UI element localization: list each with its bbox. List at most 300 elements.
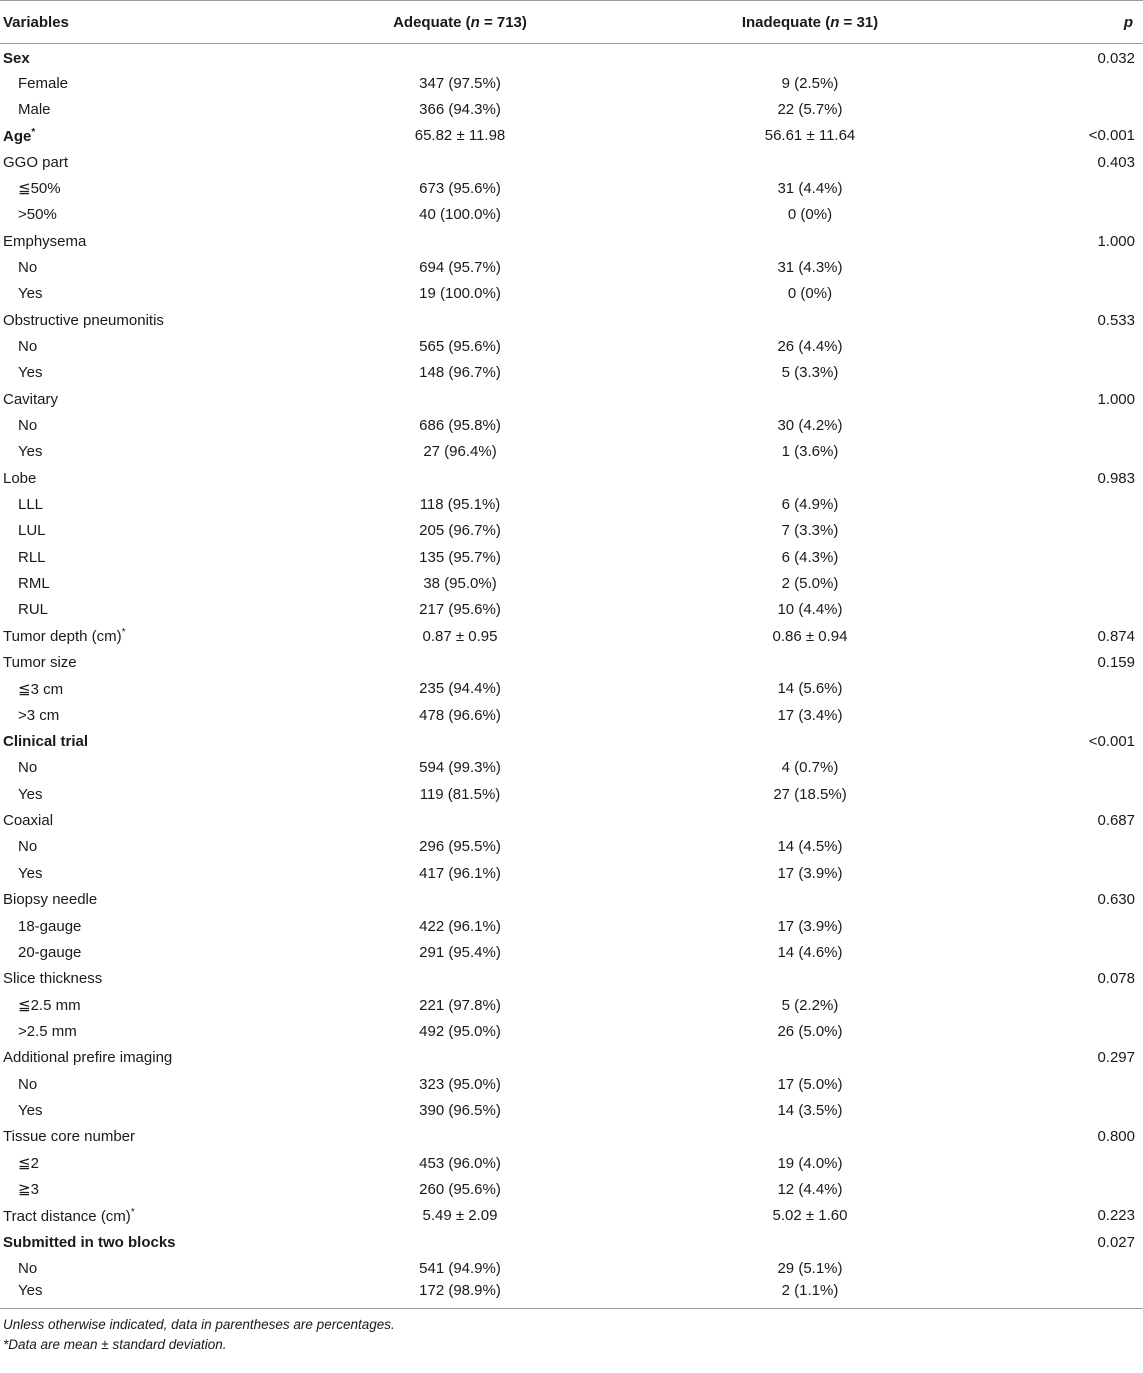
cell-inadequate: 17 (3.9%) xyxy=(777,917,843,935)
table-row xyxy=(0,755,1143,781)
row-label xyxy=(0,281,300,307)
cell-adequate: 453 (96.0%) xyxy=(419,1154,501,1172)
cell-adequate: 148 (96.7%) xyxy=(419,364,501,382)
cell-adequate: 347 (97.5%) xyxy=(419,74,501,92)
table-row xyxy=(0,1097,1143,1123)
row-label xyxy=(0,1176,300,1202)
row-label-text: 20-gauge xyxy=(18,943,82,961)
table-row xyxy=(0,649,1143,675)
cell-p-value xyxy=(1000,992,1143,1018)
row-label-text: Cavitary xyxy=(3,390,59,408)
cell-adequate: 565 (95.6%) xyxy=(419,337,501,355)
table-row xyxy=(0,939,1143,965)
cell-p-value xyxy=(1000,1071,1143,1097)
row-label xyxy=(0,1282,300,1308)
cell-p-value xyxy=(1000,1097,1143,1123)
row-label-text: Age xyxy=(3,127,32,145)
cell-p-value xyxy=(1000,254,1143,280)
cell-adequate: 390 (96.5%) xyxy=(419,1101,501,1119)
row-label-text: Yes xyxy=(18,864,43,882)
row-label xyxy=(0,149,300,175)
row-label-text: Yes xyxy=(18,285,43,303)
cell-inadequate: 29 (5.1%) xyxy=(777,1259,843,1277)
cell-inadequate: 30 (4.2%) xyxy=(777,416,843,434)
cell-adequate: 673 (95.6%) xyxy=(419,179,501,197)
cell-p-value: 0.078 xyxy=(1097,970,1135,988)
row-label-text: Male xyxy=(18,100,51,118)
table-row xyxy=(0,96,1143,122)
cell-p-value xyxy=(1000,913,1143,939)
table-row xyxy=(0,992,1143,1018)
cell-adequate xyxy=(300,149,620,175)
table-row xyxy=(0,70,1143,96)
row-label-text: Submitted in two blocks xyxy=(3,1233,176,1251)
cell-inadequate: 14 (4.6%) xyxy=(777,943,843,961)
row-label xyxy=(0,1203,300,1229)
row-label-text: Slice thickness xyxy=(3,970,103,988)
table-row xyxy=(0,491,1143,517)
row-label xyxy=(0,254,300,280)
row-label xyxy=(0,834,300,860)
table-row xyxy=(0,1018,1143,1044)
cell-inadequate xyxy=(620,465,1000,491)
table-row xyxy=(0,281,1143,307)
row-label xyxy=(0,623,300,649)
cell-p-value xyxy=(1000,1176,1143,1202)
table-row xyxy=(0,544,1143,570)
row-label-text: Yes xyxy=(18,364,43,382)
cell-adequate: 172 (98.9%) xyxy=(419,1282,501,1300)
cell-p-value: 0.630 xyxy=(1097,891,1135,909)
footnote-mean-sd: *Data are mean ± standard deviation. xyxy=(3,1337,227,1352)
row-label-text: No xyxy=(18,1075,38,1093)
cell-inadequate: 2 (1.1%) xyxy=(781,1282,839,1300)
row-label xyxy=(0,228,300,254)
table-row xyxy=(0,228,1143,254)
row-label xyxy=(0,966,300,992)
cell-inadequate: 27 (18.5%) xyxy=(773,785,847,803)
cell-p-value xyxy=(1000,676,1143,702)
table-row xyxy=(0,1282,1143,1308)
row-label-text: No xyxy=(18,258,38,276)
table-row xyxy=(0,1150,1143,1176)
cell-inadequate: 12 (4.4%) xyxy=(777,1180,843,1198)
cell-p-value: 0.403 xyxy=(1097,153,1135,171)
table-row xyxy=(0,781,1143,807)
cell-inadequate: 4 (0.7%) xyxy=(781,759,839,777)
cell-p-value: 0.032 xyxy=(1097,50,1135,68)
cell-adequate: 65.82 ± 11.98 xyxy=(414,127,506,145)
cell-inadequate: 22 (5.7%) xyxy=(777,100,843,118)
cell-inadequate xyxy=(620,1229,1000,1255)
cell-inadequate: 5 (2.2%) xyxy=(781,996,839,1014)
table-row xyxy=(0,44,1143,70)
cell-inadequate xyxy=(620,1124,1000,1150)
row-label xyxy=(0,123,300,149)
row-label xyxy=(0,597,300,623)
table-row xyxy=(0,518,1143,544)
cell-adequate xyxy=(300,649,620,675)
cell-adequate: 260 (95.6%) xyxy=(419,1180,501,1198)
row-label-text: Tract distance (cm) xyxy=(3,1207,131,1225)
row-label-footnote-marker: * xyxy=(130,1206,135,1218)
cell-adequate: 594 (99.3%) xyxy=(419,759,501,777)
cell-inadequate: 26 (4.4%) xyxy=(777,337,843,355)
cell-adequate xyxy=(300,1229,620,1255)
cell-inadequate: 31 (4.4%) xyxy=(777,179,843,197)
cell-inadequate: 17 (5.0%) xyxy=(777,1075,843,1093)
row-label-text: ≦3 cm xyxy=(18,680,64,698)
cell-adequate xyxy=(300,728,620,754)
cell-adequate xyxy=(300,1124,620,1150)
table-row xyxy=(0,1203,1143,1229)
row-label-text: GGO part xyxy=(3,153,69,171)
row-label-text: ≦2.5 mm xyxy=(18,997,81,1015)
cell-inadequate: 5 (3.3%) xyxy=(781,364,839,382)
cell-inadequate: 31 (4.3%) xyxy=(777,258,843,276)
row-label-text: Yes xyxy=(18,1282,43,1300)
table-row xyxy=(0,807,1143,833)
row-label xyxy=(0,1124,300,1150)
table-row xyxy=(0,1229,1143,1255)
table-row xyxy=(0,1255,1143,1281)
cell-p-value xyxy=(1000,333,1143,359)
table-row xyxy=(0,1124,1143,1150)
row-label xyxy=(0,333,300,359)
cell-inadequate xyxy=(620,386,1000,412)
cell-p-value xyxy=(1000,781,1143,807)
row-label-text: >3 cm xyxy=(18,706,60,724)
cell-p-value xyxy=(1000,1018,1143,1044)
cell-inadequate xyxy=(620,1045,1000,1071)
row-label xyxy=(0,755,300,781)
row-label xyxy=(0,649,300,675)
table-row xyxy=(0,887,1143,913)
cell-p-value xyxy=(1000,755,1143,781)
cell-adequate xyxy=(300,807,620,833)
table-row xyxy=(0,307,1143,333)
table-row xyxy=(0,465,1143,491)
cell-inadequate xyxy=(620,807,1000,833)
row-label xyxy=(0,307,300,333)
row-label-text: >50% xyxy=(18,206,57,224)
cell-inadequate: 5.02 ± 1.60 xyxy=(772,1207,848,1225)
cell-inadequate xyxy=(620,649,1000,675)
row-label-text: Coaxial xyxy=(3,812,54,830)
header-row xyxy=(0,1,1143,44)
cell-inadequate: 7 (3.3%) xyxy=(781,522,839,540)
table-row xyxy=(0,386,1143,412)
row-label xyxy=(0,702,300,728)
header-adequate-label: Adequate ( xyxy=(393,13,471,31)
row-label xyxy=(0,570,300,596)
row-label xyxy=(0,1097,300,1123)
cell-p-value: 1.000 xyxy=(1097,390,1135,408)
row-label-text: Female xyxy=(18,74,69,92)
row-label-text: RUL xyxy=(18,601,49,619)
row-label-text: RML xyxy=(18,575,50,593)
table-row xyxy=(0,1071,1143,1097)
table-row xyxy=(0,360,1143,386)
table-row xyxy=(0,913,1143,939)
row-label-text: RLL xyxy=(18,548,46,566)
cell-p-value: 0.687 xyxy=(1097,812,1135,830)
row-label xyxy=(0,1229,300,1255)
cell-adequate: 118 (95.1%) xyxy=(419,496,501,514)
row-label xyxy=(0,70,300,96)
cell-p-value xyxy=(1000,939,1143,965)
cell-inadequate: 26 (5.0%) xyxy=(777,1022,843,1040)
cell-p-value: 0.297 xyxy=(1097,1049,1135,1067)
cell-p-value xyxy=(1000,1282,1143,1308)
cell-adequate: 541 (94.9%) xyxy=(419,1259,501,1277)
row-label xyxy=(0,676,300,702)
table-row xyxy=(0,623,1143,649)
table-row xyxy=(0,1176,1143,1202)
cell-p-value: 0.874 xyxy=(1097,627,1135,645)
cell-adequate: 5.49 ± 2.09 xyxy=(422,1207,498,1225)
row-label xyxy=(0,491,300,517)
cell-inadequate: 6 (4.3%) xyxy=(781,548,839,566)
row-label xyxy=(0,1071,300,1097)
row-label-text: Emphysema xyxy=(3,232,87,250)
table-row xyxy=(0,834,1143,860)
cell-inadequate: 0 (0%) xyxy=(787,206,833,224)
cell-adequate: 27 (96.4%) xyxy=(423,443,497,461)
cell-p-value xyxy=(1000,1255,1143,1281)
row-label xyxy=(0,1018,300,1044)
row-label xyxy=(0,728,300,754)
row-label-text: ≧3 xyxy=(18,1181,39,1199)
row-label xyxy=(0,439,300,465)
cell-adequate: 221 (97.8%) xyxy=(419,996,501,1014)
cell-adequate: 422 (96.1%) xyxy=(419,917,501,935)
cell-adequate xyxy=(300,465,620,491)
cell-adequate xyxy=(300,228,620,254)
cell-p-value xyxy=(1000,491,1143,517)
cell-inadequate: 9 (2.5%) xyxy=(781,74,839,92)
cell-inadequate: 6 (4.9%) xyxy=(781,496,839,514)
cell-adequate: 217 (95.6%) xyxy=(419,601,501,619)
row-label xyxy=(0,412,300,438)
table-row xyxy=(0,333,1143,359)
cell-adequate: 38 (95.0%) xyxy=(423,575,497,593)
row-label-text: 18-gauge xyxy=(18,917,82,935)
cell-p-value xyxy=(1000,360,1143,386)
cell-p-value: <0.001 xyxy=(1088,127,1135,145)
row-label xyxy=(0,807,300,833)
row-label-text: Yes xyxy=(18,1101,43,1119)
table-row xyxy=(0,202,1143,228)
row-label xyxy=(0,860,300,886)
row-label-text: LUL xyxy=(18,522,46,540)
cell-p-value xyxy=(1000,702,1143,728)
cell-p-value xyxy=(1000,834,1143,860)
row-label-text: No xyxy=(18,1259,38,1277)
cell-adequate: 235 (94.4%) xyxy=(419,680,501,698)
row-label-text: ≦2 xyxy=(18,1155,39,1173)
cell-p-value: 0.800 xyxy=(1097,1128,1135,1146)
header-inadequate-count: = 31) xyxy=(839,13,879,31)
cell-adequate: 694 (95.7%) xyxy=(419,258,501,276)
cell-adequate xyxy=(300,44,620,70)
cell-inadequate xyxy=(620,728,1000,754)
table-body xyxy=(0,44,1143,1309)
row-label-text: No xyxy=(18,416,38,434)
row-label xyxy=(0,360,300,386)
row-label-text: Tumor depth (cm) xyxy=(3,628,122,646)
row-label-text: No xyxy=(18,759,38,777)
cell-adequate: 0.87 ± 0.95 xyxy=(422,627,498,645)
row-label-text: ≦50% xyxy=(18,180,61,198)
row-label-text: Sex xyxy=(3,50,30,68)
row-label xyxy=(0,544,300,570)
row-label xyxy=(0,1045,300,1071)
row-label-footnote-marker: * xyxy=(121,627,126,639)
row-label-text: Tumor size xyxy=(3,654,77,672)
header-inadequate-n: n xyxy=(830,13,840,31)
cell-p-value xyxy=(1000,544,1143,570)
header-p-value: p xyxy=(1000,1,1143,44)
cell-adequate xyxy=(300,307,620,333)
header-inadequate-label: Inadequate ( xyxy=(741,13,831,31)
cell-p-value xyxy=(1000,570,1143,596)
row-label xyxy=(0,781,300,807)
cell-adequate xyxy=(300,966,620,992)
table-footnotes xyxy=(0,1309,1143,1355)
cell-p-value xyxy=(1000,597,1143,623)
header-adequate-n: n xyxy=(470,13,480,31)
cell-inadequate xyxy=(620,966,1000,992)
cell-inadequate: 19 (4.0%) xyxy=(777,1154,843,1172)
table-row xyxy=(0,412,1143,438)
cell-inadequate: 14 (3.5%) xyxy=(777,1101,843,1119)
cell-adequate: 205 (96.7%) xyxy=(419,522,501,540)
row-label xyxy=(0,518,300,544)
table-row xyxy=(0,123,1143,149)
row-label-text: Clinical trial xyxy=(3,733,89,751)
cell-inadequate: 17 (3.4%) xyxy=(777,706,843,724)
table-row xyxy=(0,1045,1143,1071)
cell-adequate: 686 (95.8%) xyxy=(419,416,501,434)
cell-p-value xyxy=(1000,70,1143,96)
cell-inadequate xyxy=(620,887,1000,913)
table-row xyxy=(0,254,1143,280)
row-label-text: Yes xyxy=(18,443,43,461)
cell-inadequate xyxy=(620,149,1000,175)
table-row xyxy=(0,966,1143,992)
row-label-text: Lobe xyxy=(3,469,37,487)
header-adequate-count: = 713) xyxy=(479,13,527,31)
table-row xyxy=(0,570,1143,596)
cell-adequate: 119 (81.5%) xyxy=(419,785,501,803)
row-label-text: LLL xyxy=(18,496,44,514)
row-label-text: No xyxy=(18,337,38,355)
cell-adequate: 40 (100.0%) xyxy=(419,206,501,224)
table-row xyxy=(0,597,1143,623)
cell-adequate: 478 (96.6%) xyxy=(419,706,501,724)
row-label-text: Obstructive pneumonitis xyxy=(3,311,164,329)
cell-p-value xyxy=(1000,96,1143,122)
cell-p-value: 0.533 xyxy=(1097,311,1135,329)
cell-inadequate: 10 (4.4%) xyxy=(777,601,843,619)
table-row xyxy=(0,149,1143,175)
cell-inadequate: 1 (3.6%) xyxy=(781,443,839,461)
cell-p-value xyxy=(1000,412,1143,438)
cell-adequate xyxy=(300,386,620,412)
cell-inadequate: 2 (5.0%) xyxy=(781,575,839,593)
table-row xyxy=(0,439,1143,465)
footnote-percentages: Unless otherwise indicated, data in parentheses are percentages. xyxy=(3,1317,395,1332)
row-label xyxy=(0,465,300,491)
cell-p-value xyxy=(1000,175,1143,201)
cell-p-value xyxy=(1000,860,1143,886)
cell-p-value: 0.223 xyxy=(1097,1207,1135,1225)
cell-p-value: 0.027 xyxy=(1097,1233,1135,1251)
header-variables: Variables xyxy=(0,1,300,44)
table-row xyxy=(0,676,1143,702)
header-inadequate xyxy=(620,1,1000,44)
cell-p-value xyxy=(1000,439,1143,465)
row-label xyxy=(0,44,300,70)
cell-p-value xyxy=(1000,1150,1143,1176)
table-row xyxy=(0,860,1143,886)
row-label xyxy=(0,992,300,1018)
cell-p-value: <0.001 xyxy=(1088,733,1135,751)
cell-inadequate: 17 (3.9%) xyxy=(777,864,843,882)
cell-inadequate: 14 (5.6%) xyxy=(777,680,843,698)
row-label xyxy=(0,913,300,939)
cell-p-value xyxy=(1000,202,1143,228)
row-label-text: Tissue core number xyxy=(3,1128,135,1146)
table-row xyxy=(0,702,1143,728)
cell-adequate: 492 (95.0%) xyxy=(419,1022,501,1040)
cell-p-value: 0.983 xyxy=(1097,469,1135,487)
cell-inadequate xyxy=(620,307,1000,333)
cell-inadequate: 0.86 ± 0.94 xyxy=(772,627,848,645)
row-label xyxy=(0,939,300,965)
cell-p-value: 0.159 xyxy=(1097,654,1135,672)
cell-adequate: 296 (95.5%) xyxy=(419,838,501,856)
row-label xyxy=(0,887,300,913)
row-label xyxy=(0,1150,300,1176)
row-label xyxy=(0,96,300,122)
cell-adequate: 19 (100.0%) xyxy=(419,285,501,303)
cell-inadequate xyxy=(620,44,1000,70)
table-header xyxy=(0,1,1143,44)
table-row xyxy=(0,175,1143,201)
table-row xyxy=(0,728,1143,754)
header-adequate xyxy=(300,1,620,44)
row-label-text: Biopsy needle xyxy=(3,891,98,909)
cell-adequate: 323 (95.0%) xyxy=(419,1075,501,1093)
cell-inadequate: 56.61 ± 11.64 xyxy=(764,127,856,145)
cell-adequate xyxy=(300,1045,620,1071)
row-label xyxy=(0,1255,300,1281)
cell-adequate: 135 (95.7%) xyxy=(419,548,501,566)
cell-p-value xyxy=(1000,518,1143,544)
cell-adequate xyxy=(300,887,620,913)
cell-inadequate: 0 (0%) xyxy=(787,285,833,303)
cell-p-value xyxy=(1000,281,1143,307)
cell-adequate: 291 (95.4%) xyxy=(419,943,501,961)
row-label-text: No xyxy=(18,838,38,856)
cell-adequate: 417 (96.1%) xyxy=(419,864,501,882)
row-label xyxy=(0,202,300,228)
cell-inadequate: 14 (4.5%) xyxy=(777,838,843,856)
cell-inadequate xyxy=(620,228,1000,254)
row-label-text: Additional prefire imaging xyxy=(3,1049,173,1067)
